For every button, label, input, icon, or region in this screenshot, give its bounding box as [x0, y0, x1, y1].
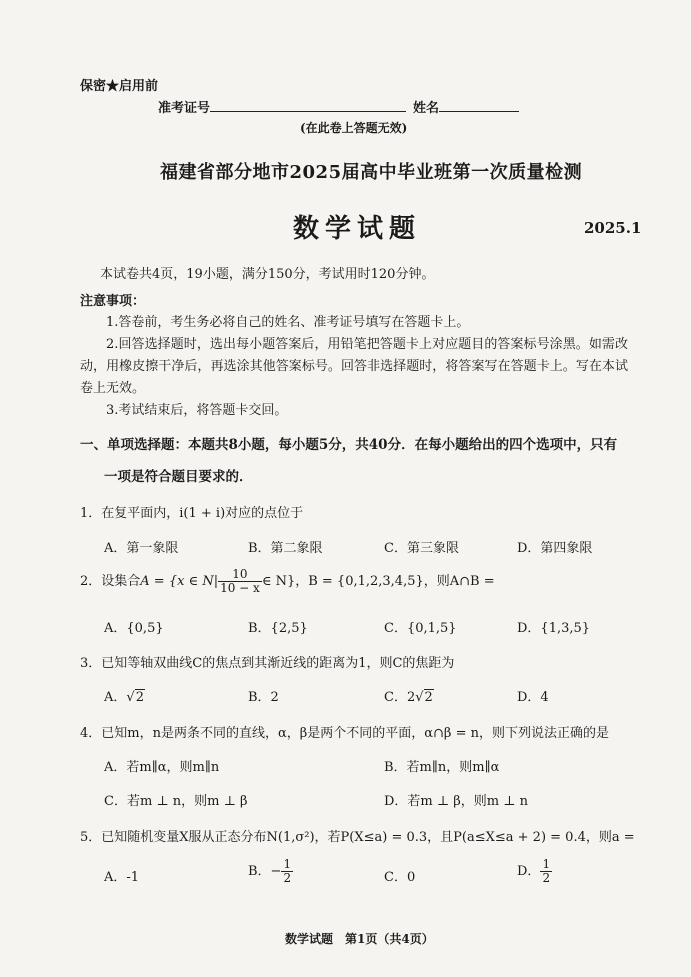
q2-option-d: D．{1,3,5} [517, 621, 591, 636]
invalid-answer-note: (在此卷上答题无效) [300, 121, 408, 135]
q1-option-c: C．第三象限 [384, 541, 459, 556]
exam-date: 2025.1 [584, 219, 642, 237]
question-3-stem: 3．已知等轴双曲线C的焦点到其渐近线的距离为1，则C的焦距为 [80, 656, 455, 671]
q5-option-b: B．− $\frac{1}{2}$ [248, 857, 292, 885]
exam-number-label: 准考证号 [158, 101, 211, 116]
exam-number-field [158, 97, 406, 116]
q1-option-d: D．第四象限 [517, 541, 593, 556]
confidential-label: 保密★启用前 [80, 79, 159, 94]
section-heading: 一、单项选择题：本题共8小题，每小题5分，共40分．在每小题给出的四个选项中，只有 [80, 437, 618, 453]
q4-option-a: A．若m∥α，则m∥n [104, 760, 220, 775]
q5-option-d: D． $\frac{1}{2}$ [517, 857, 551, 885]
question-4-stem: 4．已知m，n是两条不同的直线，α，β是两个不同的平面，α∩β = n，则下列说法正确的是 [80, 726, 609, 741]
subject-title: 数学试题 [293, 214, 422, 244]
name-label: 姓名 [413, 101, 440, 116]
q3-option-a: A．√2 [104, 690, 144, 705]
exam-number-blank [210, 99, 406, 112]
q4-option-c: C．若m ⊥ n，则m ⊥ β [104, 794, 248, 809]
q1-option-b: B．第二象限 [248, 541, 323, 556]
question-2-stem: 2．设集合A = {x ∈ N| $\frac{10}{10 - x}$ ∈ N}，B = {0,1,2,3,4,5}，则A∩B = [80, 567, 495, 595]
exam-title: 福建省部分地市2025届高中毕业班第一次质量检测 [160, 162, 583, 183]
q3-option-d: D．4 [517, 690, 549, 705]
page-footer: 数学试题 第1页（共4页） [285, 932, 434, 946]
question-5-stem: 5．已知随机变量X服从正态分布N(1,σ²)，若P(X≤a) = 0.3，且P(a≤X≤a + 2) = 0.4，则a = [80, 830, 635, 845]
q1-option-a: A．第一象限 [104, 541, 179, 556]
intro-text: 本试卷共4页，19小题，满分150分，考试用时120分钟。 [100, 267, 435, 282]
notes-list [80, 312, 628, 422]
q5-option-c: C．0 [384, 870, 416, 885]
q3-option-b: B．2 [248, 690, 279, 705]
notes-heading: 注意事项： [80, 294, 146, 309]
name-blank [439, 99, 519, 112]
note-item: 2.回答选择题时，选出每小题答案后，用铅笔把答题卡上对应题目的答案标号涂黑。如需改动，用橡皮擦干净后，再选涂其他答案标号。回答非选择题时，将答案写在答题卡上。写在本试卷上无效。 [80, 337, 628, 396]
q2-option-a: A．{0,5} [104, 621, 164, 636]
section-heading-cont: 一项是符合题目要求的． [104, 469, 253, 485]
question-1-stem: 1．在复平面内，i(1 + i)对应的点位于 [80, 506, 304, 521]
q2-fraction: $\frac{10}{10 - x}$ [220, 567, 260, 595]
q2-option-b: B．{2,5} [248, 621, 308, 636]
q3-option-c: C．2√2 [384, 690, 433, 705]
name-field [413, 97, 519, 116]
q4-option-d: D．若m ⊥ β，则m ⊥ n [384, 794, 528, 809]
note-item: 3.考试结束后，将答题卡交回。 [106, 403, 288, 418]
q2-option-c: C．{0,1,5} [384, 621, 457, 636]
q4-option-b: B．若m∥n，则m∥α [384, 760, 500, 775]
note-item: 1.答卷前，考生务必将自己的姓名、准考证号填写在答题卡上。 [106, 315, 470, 330]
q5-option-a: A．-1 [104, 870, 140, 885]
